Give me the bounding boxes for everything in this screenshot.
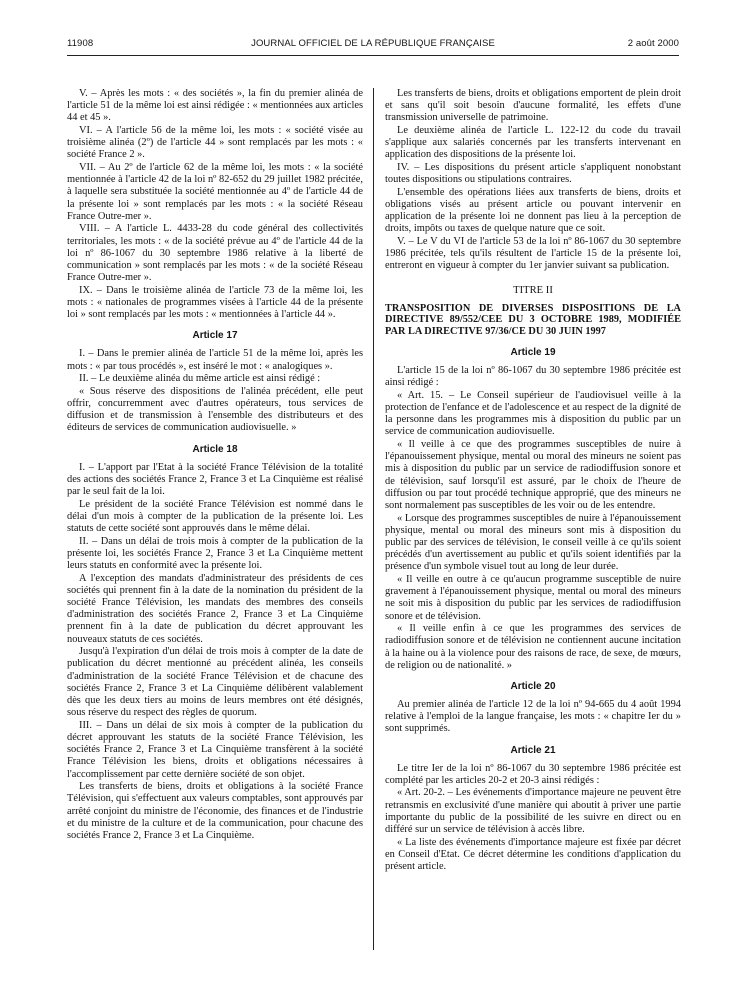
paragraph: II. – Dans un délai de trois mois à compter de la publication de la présente loi, les sociétés France 2, France 3 et La Cinquième mettent leurs statuts en conformité avec la présente loi.: [67, 535, 363, 572]
paragraph: « Art. 20-2. – Les événements d'importance majeure ne peuvent être retransmis en exclusivité d'une manière qui aboutit à priver une partie importante du public de la possibilité de les suivre en direct ou en différé sur un service de télévision à accès libre.: [385, 787, 681, 836]
paragraph: VIII. – A l'article L. 4433-28 du code général des collectivités territoriales, les mots : « de la société prévue au 4º de l'article 44 de la loi nº 86-1067 du 30 septembre 1986 relative à la liberté de communication » sont remplacés par les mots : « de la société Réseau France Outre-mer ».: [67, 223, 363, 284]
paragraph: V. – Le V du VI de l'article 53 de la loi nº 86-1067 du 30 septembre 1986 précitée, tels qu'ils résultent de l'article 15 de la présente loi, entreront en vigueur à compter du 1er janvier suivant sa publication.: [385, 236, 681, 272]
paragraph: A l'exception des mandats d'administrateur des présidents de ces sociétés qui prennent fin à la date de la nomination du président de la société France Télévision, les mandats des membres des conseils d'administration des sociétés France 2, France 3 et La Cinquième prennent fin à la date de publication du décret approuvant les nouveaux statuts de ces sociétés.: [67, 572, 363, 645]
paragraph: Au premier alinéa de l'article 12 de la loi nº 94-665 du 4 août 1994 relative à l'emploi de la langue française, les mots : « chapitre Ier du » sont supprimés.: [385, 699, 681, 735]
paragraph: « Lorsque des programmes susceptibles de nuire à l'épanouissement physique, mental ou moral des mineurs sont mis à disposition du public par des services de télévision, le conseil veille à ce qu'ils soient précédés d'un avertissement au public et qu'ils soient identifiés par la présence d'un symbole visuel tout au long de leur durée.: [385, 512, 681, 573]
paragraph: Le deuxième alinéa de l'article L. 122-12 du code du travail s'applique aux salariés concernés par les transferts intervenant en application des dispositions de la présente loi.: [385, 125, 681, 161]
paragraph: V. – Après les mots : « des sociétés », la fin du premier alinéa de l'article 51 de la même loi est ainsi rédigée : « mentionnées aux articles 44 et 45 ».: [67, 88, 363, 124]
title-subheading: TRANSPOSITION DE DIVERSES DISPOSITIONS DE LA DIRECTIVE 89/552/CEE DU 3 OCTOBRE 1989, MODIFIÉE PAR LA DIRECTIVE 97/36/CE DU 30 JUIN 1997: [385, 302, 681, 338]
left-column: [67, 88, 363, 843]
page-number: 11908: [67, 38, 94, 49]
paragraph: III. – Dans un délai de six mois à compter de la publication du décret approuvant les statuts de la société France Télévision, les sociétés France 2, France 3 et La Cinquième transfèrent à la société France Télévision les biens, droits et obligations nécessaires à l'accomplissement par cette dernière société de son objet.: [67, 719, 363, 780]
column-divider: [373, 88, 374, 950]
header-rule: [67, 55, 679, 56]
paragraph: Jusqu'à l'expiration d'un délai de trois mois à compter de la date de publication du décret mentionné au précédent alinéa, les conseils d'administration de la société France Télévision et de chacune des sociétés France 2, France 3 et La Cinquième délibèrent valablement dès que les deux tiers au moins de leurs membres ont été désignés, sous réserve du respect des règles de quorum.: [67, 646, 363, 719]
title-heading: TITRE II: [513, 284, 553, 296]
right-column: [385, 88, 681, 874]
paragraph: I. – Dans le premier alinéa de l'article 51 de la même loi, après les mots : « par tous procédés », est inséré le mot : « analogiques ».: [67, 348, 363, 372]
paragraph: Le président de la société France Télévision est nommé dans le délai d'un mois à compter de la publication de la présente loi. Les statuts de cette société sont approuvés dans le même délai.: [67, 498, 363, 535]
paragraph: IV. – Les dispositions du présent article s'appliquent nonobstant toutes dispositions ou stipulations contraires.: [385, 162, 681, 186]
paragraph: L'ensemble des opérations liées aux transferts de biens, droits et obligations visés au présent article ou pouvant intervenir en application de la présente loi ne donnent pas lieu à la perception de droits, impôts ou taxes de quelque nature que ce soit.: [385, 186, 681, 235]
issue-date: 2 août 2000: [627, 38, 679, 49]
paragraph: Les transferts de biens, droits et obligations à la société France Télévision, qui s'effectuent aux valeurs comptables, sont approuvés par arrêté conjoint du ministre de l'économie, des finances et de l'industrie et du ministre de la culture et de la communication, pour chacune des sociétés France 2, France 3 et La Cinquième.: [67, 781, 363, 842]
article-heading: Article 20: [510, 681, 556, 693]
article-heading: Article 18: [192, 443, 238, 455]
paragraph: I. – L'apport par l'Etat à la société France Télévision de la totalité des actions des sociétés France 2, France 3 et La Cinquième est réalisé par le seul fait de la loi.: [67, 461, 363, 498]
article-heading: Article 19: [510, 347, 556, 358]
paragraph: IX. – Dans le troisième alinéa de l'article 73 de la même loi, les mots : « nationales de programmes visées à l'article 44 de la présente loi » sont remplacés par les mots : « mentionnées à l'article 44 ».: [67, 284, 363, 321]
paragraph: « Il veille à ce que des programmes susceptibles de nuire à l'épanouissement physique, mental ou moral des mineurs ne soient pas mis à disposition du public par un service de radiodiffusion sonore et de télévision, sauf lorsqu'il est assuré, par le choix de l'heure de diffusion ou par tout procédé technique approprié, que des mineurs ne sont normalement pas susceptibles de les voir ou de les entendre.: [385, 439, 681, 512]
paragraph: VI. – A l'article 56 de la même loi, les mots : « société visée au troisième alinéa (2º) de l'article 44 » sont remplacés par les mots : « société France 2 ».: [67, 125, 363, 161]
journal-title: JOURNAL OFFICIEL DE LA RÉPUBLIQUE FRANÇAISE: [251, 38, 495, 49]
paragraph: L'article 15 de la loi nº 86-1067 du 30 septembre 1986 précitée est ainsi rédigé :: [385, 365, 681, 389]
article-heading: Article 21: [510, 744, 556, 756]
paragraph: « La liste des événements d'importance majeure est fixée par décret en Conseil d'Etat. Ce décret détermine les conditions d'application du présent article.: [385, 836, 681, 873]
paragraph: Le titre Ier de la loi nº 86-1067 du 30 septembre 1986 précitée est complété par les articles 20-2 et 20-3 ainsi rédigés :: [385, 762, 681, 786]
paragraph: « Art. 15. – Le Conseil supérieur de l'audiovisuel veille à la protection de l'enfance et de l'adolescence et au respect de la dignité de la personne dans les programmes mis à disposition du public par un service de communication audiovisuelle.: [385, 389, 681, 438]
paragraph: « Il veille enfin à ce que les programmes des services de radiodiffusion sonore et de télévision ne contiennent aucune incitation à la haine ou à la violence pour des raisons de race, de sexe, de mœurs, de religion ou de nationalité. »: [385, 623, 681, 671]
paragraph: VII. – Au 2º de l'article 62 de la même loi, les mots : « la société mentionnée à l'article 42 de la loi nº 82-652 du 29 juillet 1982 précitée, à laquelle sera substituée la société mentionnée au 4º de l'article 44 de la présente loi » sont remplacés par les mots : « la société Réseau France Outre-mer ».: [67, 162, 363, 222]
page-header: [67, 38, 679, 52]
paragraph: II. – Le deuxième alinéa du même article est ainsi rédigé :: [79, 373, 321, 385]
paragraph: Les transferts de biens, droits et obligations emportent de plein droit et sans qu'il soit besoin d'aucune formalité, les effets d'une transmission universelle de patrimoine.: [385, 88, 681, 124]
paragraph: « Sous réserve des dispositions de l'alinéa précédent, elle peut offrir, concurremment avec d'autres opérateurs, tous services de diffusion et de transmission à l'ensemble des distributeurs et des éditeurs de services de communication audiovisuelle. »: [67, 385, 363, 434]
article-heading: Article 17: [192, 330, 238, 342]
paragraph: « Il veille en outre à ce qu'aucun programme susceptible de nuire gravement à l'épanouissement physique, mental ou moral des mineurs ne soit mis à disposition du public par les services de radiodiffusion sonore et de télévision.: [385, 574, 681, 622]
